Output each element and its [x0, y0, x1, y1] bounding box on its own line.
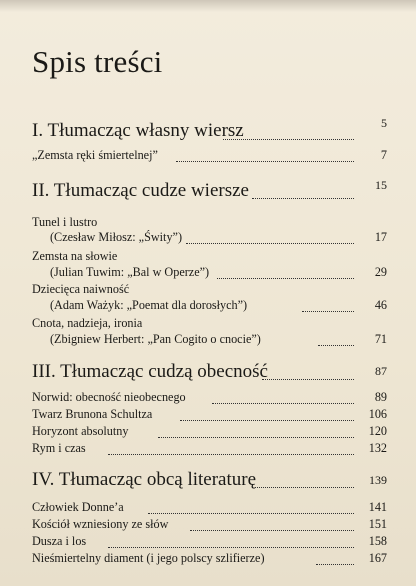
page-number: 89	[374, 390, 387, 404]
dot-leader	[252, 198, 354, 199]
page-number: 106	[368, 407, 387, 421]
section-heading: IV. Tłumacząc obcą literaturę	[32, 469, 257, 490]
page-number: 132	[368, 441, 387, 455]
entry-label: (Adam Ważyk: „Poemat dla dorosłych”)	[50, 298, 248, 312]
dot-leader	[176, 161, 354, 162]
page-number: 5	[381, 116, 387, 130]
page-number: 158	[368, 534, 387, 548]
section-heading: I. Tłumacząc własny wiersz	[32, 120, 244, 141]
dot-leader	[212, 403, 354, 404]
entry-label: (Czesław Miłosz: „Świty”)	[50, 230, 183, 244]
page-number: 141	[368, 500, 387, 514]
page-number: 7	[380, 148, 387, 162]
entry-label: Człowiek Donne’a	[32, 500, 124, 514]
section-heading: II. Tłumacząc cudze wiersze	[32, 180, 249, 201]
dot-leader	[190, 530, 354, 531]
entry-label: Tunel i lustro	[32, 215, 98, 229]
entry-label: Nieśmiertelny diament (i jego polscy szlifierze)	[32, 551, 265, 565]
page-number: 139	[369, 473, 387, 487]
entry-label: Rym i czas	[32, 441, 86, 455]
entry-label: Norwid: obecność nieobecnego	[32, 390, 186, 404]
entry-label: Kościół wzniesiony ze słów	[32, 517, 169, 531]
page-number: 167	[368, 551, 387, 565]
entry-label: „Zemsta ręki śmiertelnej”	[32, 148, 158, 162]
entry-label: Dziecięca naiwność	[32, 282, 130, 296]
dot-leader	[180, 420, 354, 421]
entry-label: (Julian Tuwim: „Bal w Operze”)	[50, 265, 210, 279]
page-number: 87	[375, 364, 387, 378]
dot-leader	[108, 547, 354, 548]
page-number: 120	[368, 424, 387, 438]
section-heading: III. Tłumacząc cudzą obecność	[32, 361, 268, 382]
entry-label: Horyzont absolutny	[32, 424, 129, 438]
dot-leader	[108, 454, 354, 455]
page-number: 15	[375, 178, 387, 192]
entry-label: Cnota, nadzieja, ironia	[32, 316, 143, 330]
page-number: 17	[374, 230, 387, 244]
entry-label: Twarz Brunona Schultza	[32, 407, 153, 421]
dot-leader	[158, 437, 354, 438]
toc-title: Spis treści	[32, 44, 163, 79]
page-number: 46	[374, 298, 387, 312]
entry-label: Dusza i los	[32, 534, 87, 548]
page-number: 71	[374, 332, 387, 346]
page-number: 29	[374, 265, 387, 279]
dot-leader	[262, 379, 354, 380]
page-number: 151	[368, 517, 387, 531]
dot-leader	[148, 513, 354, 514]
dot-leader	[255, 487, 354, 488]
entry-label: Zemsta na słowie	[32, 249, 118, 263]
dot-leader	[217, 278, 354, 279]
page-edge-shadow	[0, 0, 416, 12]
entry-label: (Zbigniew Herbert: „Pan Cogito o cnocie”)	[50, 332, 261, 346]
dot-leader	[186, 243, 354, 244]
dot-leader	[223, 139, 354, 140]
